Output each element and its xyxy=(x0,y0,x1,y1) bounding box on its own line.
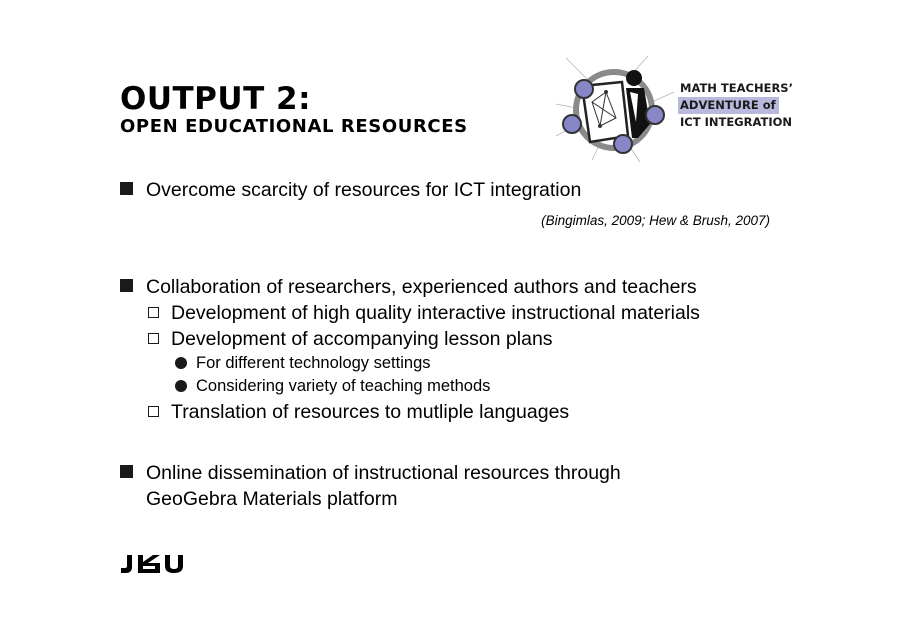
sub-bullet-item xyxy=(148,326,553,352)
sub-sub-bullet-item xyxy=(175,352,431,374)
logo-line-1: MATH TEACHERS’ xyxy=(680,81,793,95)
sub-sub-bullet-item xyxy=(175,375,490,397)
sub-bullet-text: Translation of resources to mutliple languages xyxy=(171,401,570,423)
sub-bullet-item xyxy=(148,399,569,425)
sub-sub-bullet-text: For different technology settings xyxy=(196,354,431,372)
slide-subtitle: OPEN EDUCATIONAL RESOURCES xyxy=(120,116,468,137)
sub-bullet-item xyxy=(148,300,700,326)
square-bullet-icon xyxy=(120,182,133,195)
hollow-square-bullet-icon xyxy=(148,406,159,417)
sub-bullet-text: Development of high quality interactive instructional materials xyxy=(171,302,700,324)
slide-title: OUTPUT 2: xyxy=(120,81,311,117)
bullet-text: Collaboration of researchers, experienced authors and teachers xyxy=(146,276,697,298)
hollow-square-bullet-icon xyxy=(148,333,159,344)
bullet-item xyxy=(120,460,621,486)
square-bullet-icon xyxy=(120,465,133,478)
bullet-item xyxy=(120,274,697,300)
project-logo-text xyxy=(680,80,793,131)
logo-line-2: ADVENTURE of xyxy=(678,97,779,114)
jku-logo-icon xyxy=(120,552,188,576)
project-logo-icon xyxy=(552,52,676,164)
bullet-item xyxy=(120,177,581,203)
bullet-continuation: GeoGebra Materials platform xyxy=(146,488,398,510)
sub-bullet-text: Development of accompanying lesson plans xyxy=(171,328,553,350)
citation: (Bingimlas, 2009; Hew & Brush, 2007) xyxy=(541,213,770,228)
hollow-square-bullet-icon xyxy=(148,307,159,318)
sub-sub-bullet-text: Considering variety of teaching methods xyxy=(196,377,491,395)
logo-line-3: ICT INTEGRATION xyxy=(680,115,792,129)
bullet-text: Overcome scarcity of resources for ICT integration xyxy=(146,179,582,201)
bullet-text: Online dissemination of instructional resources through xyxy=(146,462,621,484)
dot-bullet-icon xyxy=(175,380,187,392)
square-bullet-icon xyxy=(120,279,133,292)
dot-bullet-icon xyxy=(175,357,187,369)
